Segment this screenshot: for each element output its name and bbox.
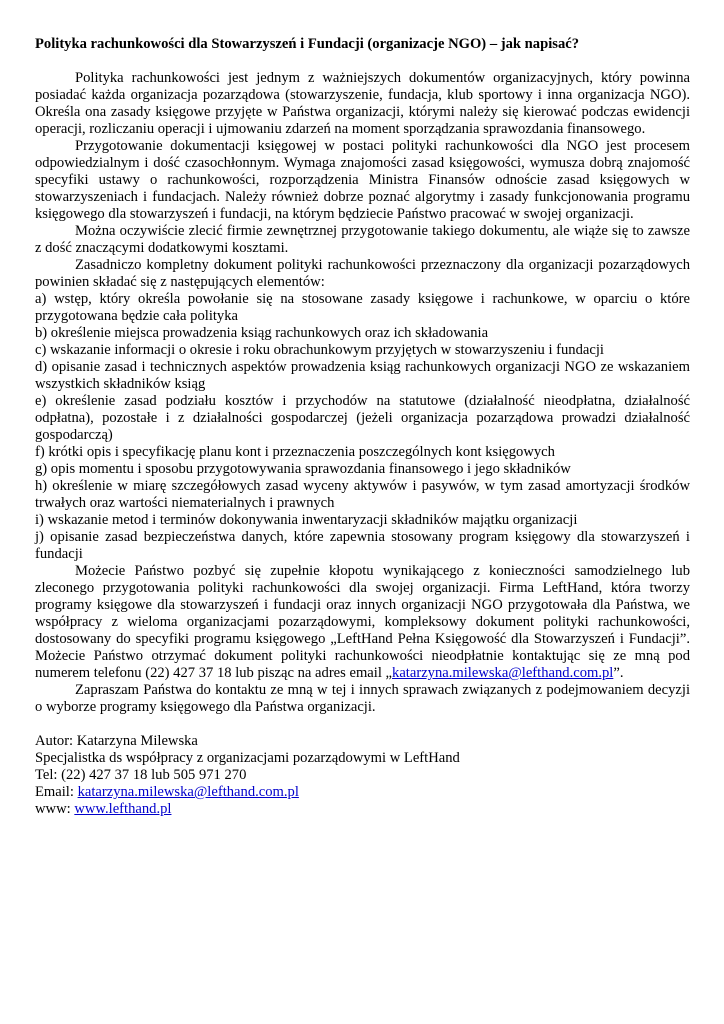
signature-email-line: [35, 784, 690, 801]
list-item: c) wskazanie informacji o okresie i roku obrachunkowym przyjętych w stowarzyszeniu i fundacji: [35, 342, 604, 358]
elements-list: [35, 291, 690, 563]
intro-paragraph: Polityka rachunkowości jest jednym z ważniejszych dokumentów organizacyjnych, który powinna posiadać każda organizacja pozarządowa (stowarzyszenie, fundacja, klub sportowy i inna organizacja NGO). Określa ona zasady księgowe przyjęte w Państwa organizacji, którymi należy się kierować podczas ewidencji operacji, rozliczaniu operacji i ujmowaniu zdarzeń na moment sporządzania sprawozdania finansowego.: [35, 70, 690, 137]
signature-tel: Tel: (22) 427 37 18 lub 505 971 270: [35, 767, 247, 783]
list-item: j) opisanie zasad bezpieczeństwa danych, które zapewnia stosowany program księgowy dla stowarzyszeń i fundacji: [35, 529, 690, 562]
list-item: d) opisanie zasad i technicznych aspektów prowadzenia ksiąg rachunkowych organizacji NGO ze wskazaniem wszystkich składników ksiąg: [35, 359, 690, 392]
list-item: i) wskazanie metod i terminów dokonywania inwentaryzacji składników majątku organizacji: [35, 512, 578, 528]
signature-www-label: www:: [35, 801, 75, 817]
signature-www-line: [35, 801, 690, 818]
offer-paragraph-end: ”.: [613, 665, 624, 681]
closing-paragraph: Zapraszam Państwa do kontaktu ze mną w tej i innych sprawach związanych z podejmowaniem decyzji o wyborze programy księgowego dla Państwa organizacji.: [35, 682, 690, 715]
document-title: Polityka rachunkowości dla Stowarzyszeń i Fundacji (organizacje NGO) – jak napisać?: [35, 36, 580, 52]
list-item: e) określenie zasad podziału kosztów i przychodów na statutowe (działalność nieodpłatna, działalność odpłatna), pozostałe i z działalności gospodarczej (jeżeli organizacja pozarządowa prowadzi działalność gospodarczą): [35, 393, 690, 443]
offer-paragraph-text: Możecie Państwo pozbyć się zupełnie kłopotu wynikającego z konieczności samodzielnego lub zleconego przygotowania polityki rachunkowości dla swojej organizacji. Firma LeftHand, która tworzy programy księgowe dla stowarzyszeń i fundacji oraz innych organizacji NGO przygotowała dla Państwa, we współpracy z wieloma organizacjami pozarządowymi, kompleksowy dokument polityki rachunkowości, dostosowany do specyfiki programu księgowego „LeftHand Pełna Księgowość dla Stowarzyszeń i Fundacji”. Możecie Państwo otrzymać dokument polityki rachunkowości nieodpłatnie kontaktując się ze mną pod numerem telefonu (22) 427 37 18 lub pisząc na adres email „: [35, 563, 690, 681]
signature-author: Autor: Katarzyna Milewska: [35, 733, 198, 749]
list-item: g) opis momentu i sposobu przygotowywania sprawozdania finansowego i jego składników: [35, 461, 571, 477]
list-item: b) określenie miejsca prowadzenia ksiąg rachunkowych oraz ich składowania: [35, 325, 489, 341]
outsourcing-paragraph: Można oczywiście zlecić firmie zewnętrznej przygotowanie takiego dokumentu, ale wiąże się to zawsze z dość znaczącymi dodatkowymi kosztami.: [35, 223, 690, 256]
signature-email-label: Email:: [35, 784, 78, 800]
elements-intro-paragraph: Zasadniczo kompletny dokument polityki rachunkowości przeznaczony dla organizacji pozarządowych powinien składać się z następujących elementów:: [35, 257, 690, 290]
list-item: a) wstęp, który określa powołanie się na stosowane zasady księgowe i rachunkowe, w oparciu o które przygotowana będzie cała polityka: [35, 291, 690, 324]
list-item: f) krótki opis i specyfikację planu kont i przeznaczenia poszczególnych kont księgowych: [35, 444, 555, 460]
spacer: [35, 716, 690, 733]
signature-email-link[interactable]: katarzyna.milewska@lefthand.com.pl: [77, 784, 299, 800]
signature-block: [35, 733, 690, 818]
signature-role: Specjalistka ds współpracy z organizacjami pozarządowymi w LeftHand: [35, 750, 460, 766]
offer-paragraph: [35, 563, 690, 682]
signature-www-link[interactable]: www.lefthand.pl: [74, 801, 172, 817]
preparation-paragraph: Przygotowanie dokumentacji księgowej w postaci polityki rachunkowości dla NGO jest procesem odpowiedzialnym i dość czasochłonnym. Wymaga znajomości zasad księgowości, wymusza dobrą znajomość specyfiki ustawy o rachunkowości, rozporządzenia Ministra Finansów odnoście zasad księgowych w stowarzyszeniach i fundacjach. Należy również dobrze poznać algorytmy i zasady funkcjonowania programu księgowego dla stowarzyszeń i fundacji, na którym będziecie Państwo pracować w swojej organizacji.: [35, 138, 690, 222]
list-item: h) określenie w miarę szczegółowych zasad wyceny aktywów i pasywów, w tym zasad amortyzacji środków trwałych oraz wartości niematerialnych i prawnych: [35, 478, 690, 511]
offer-email-link[interactable]: katarzyna.milewska@lefthand.com.pl: [392, 665, 614, 681]
